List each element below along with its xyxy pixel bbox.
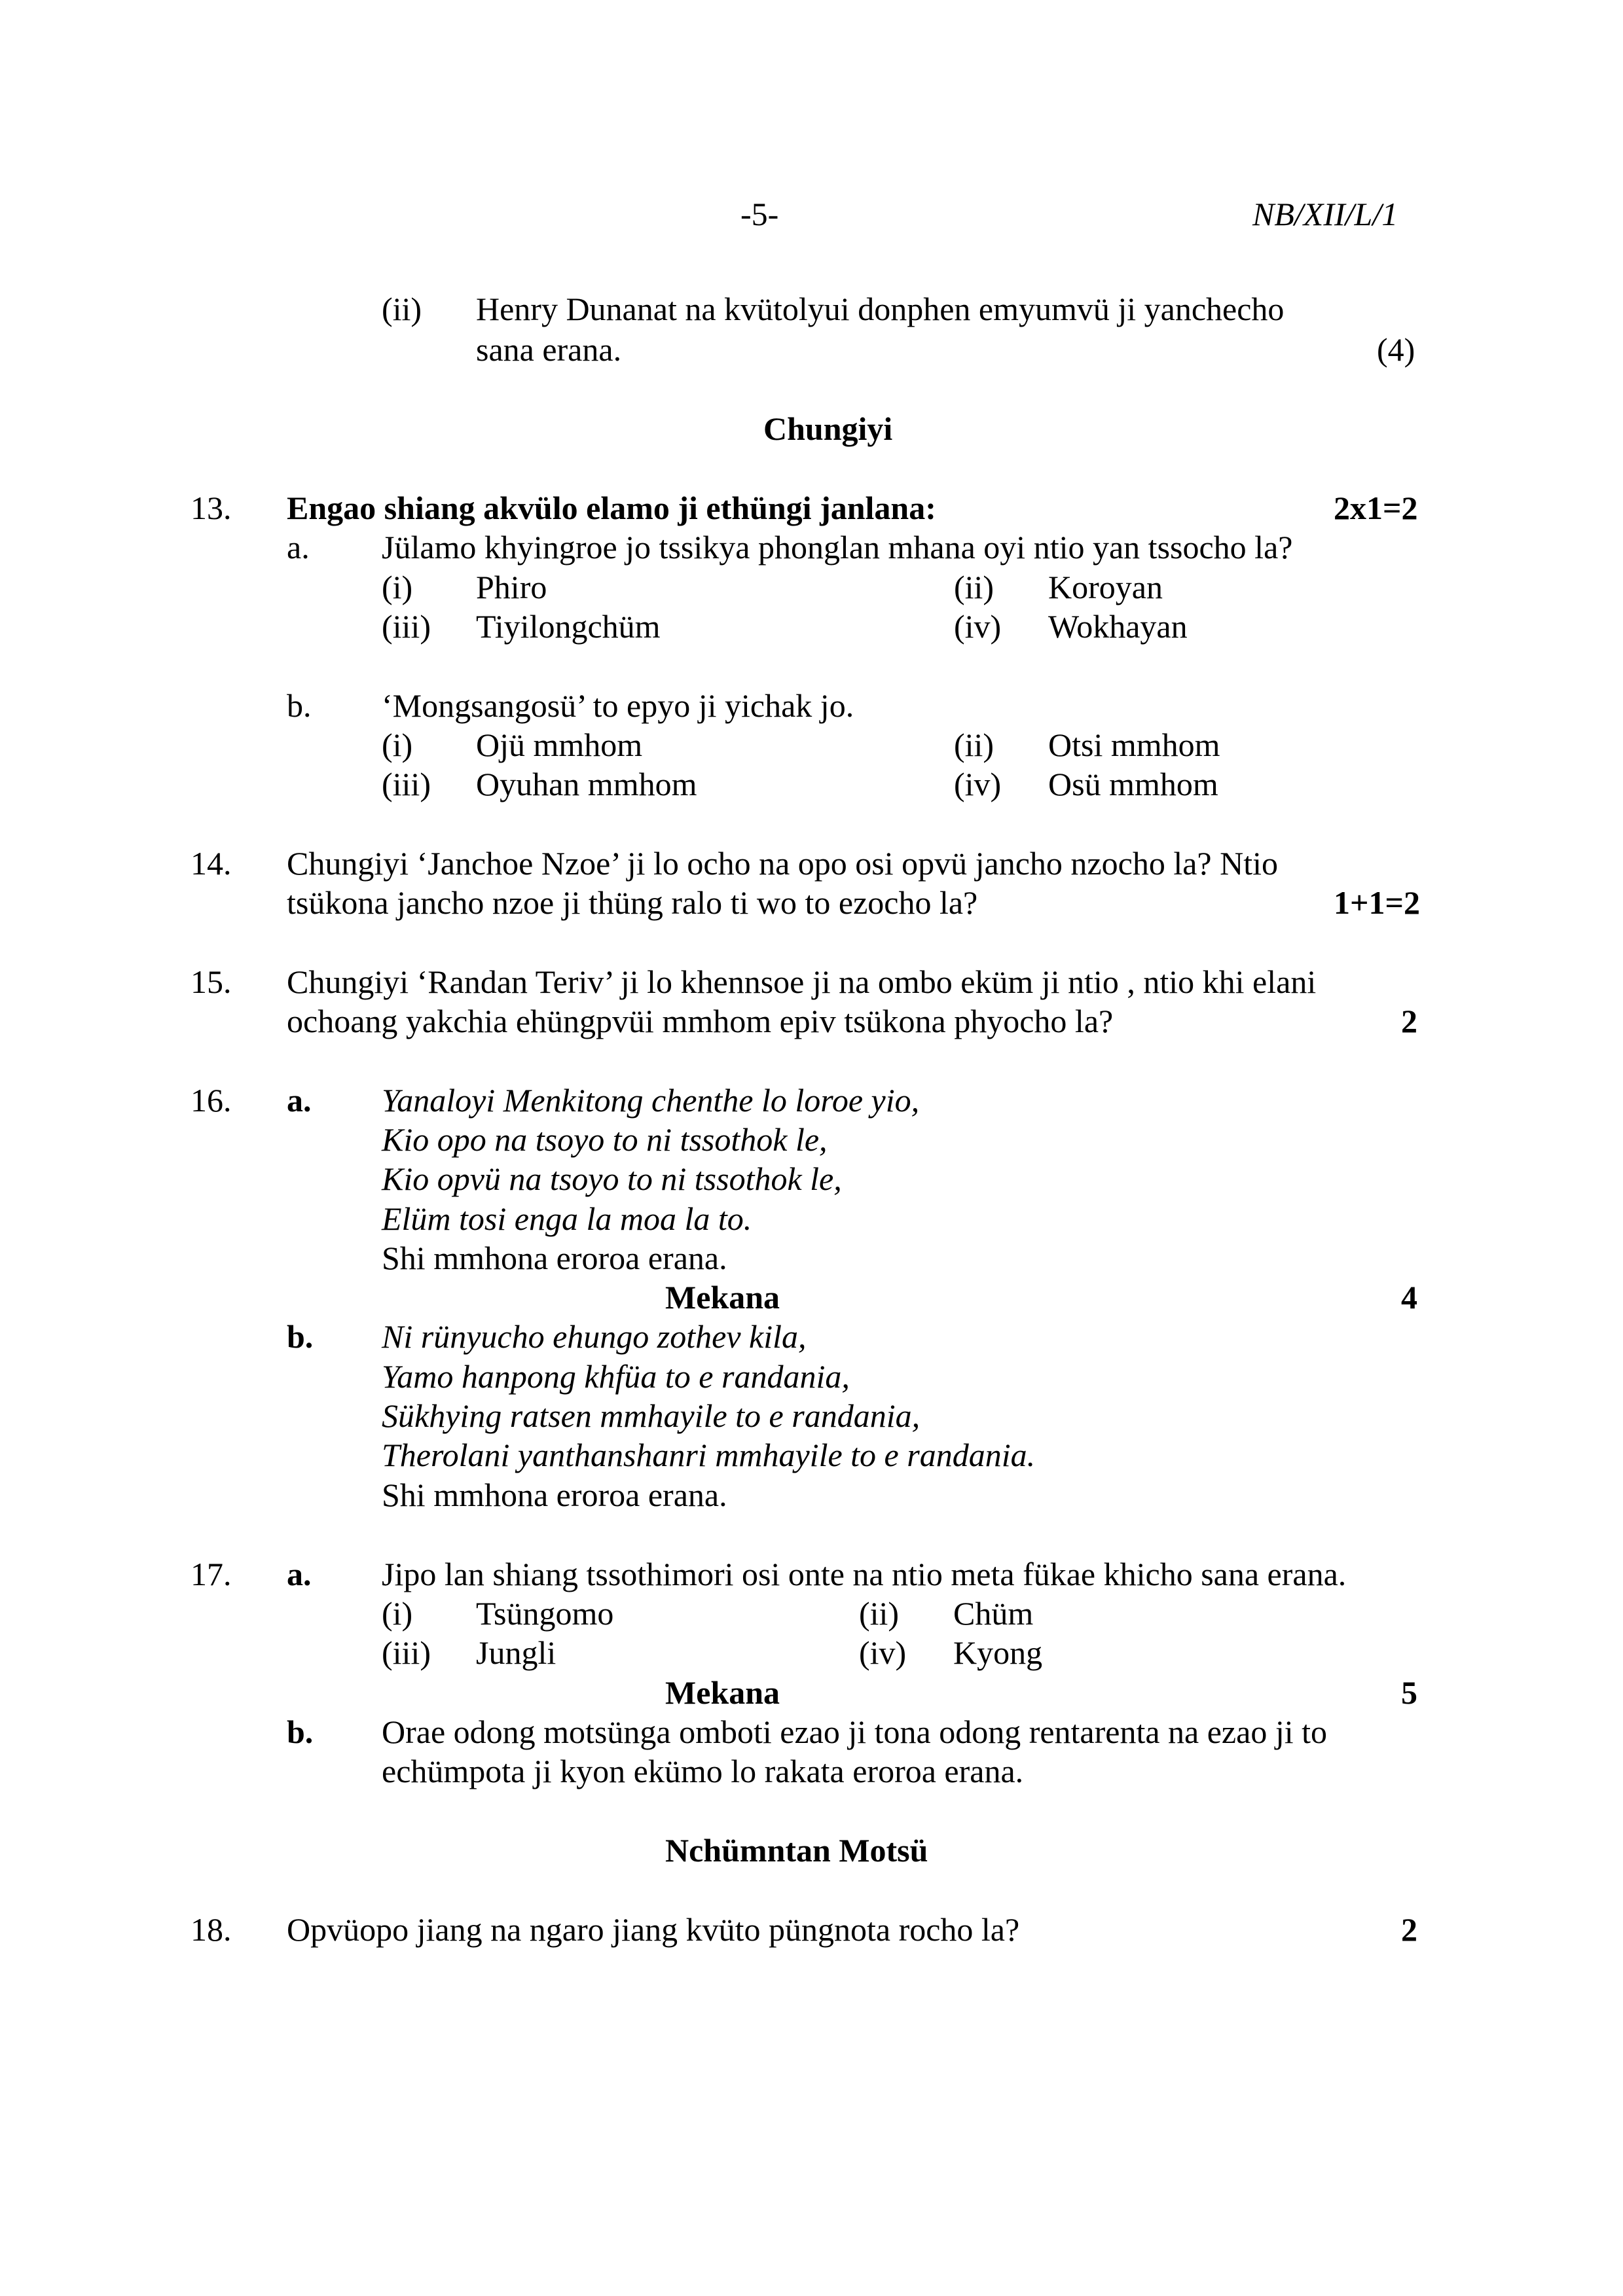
q16b-instruction: Shi mmhona eroroa erana. xyxy=(382,1477,727,1513)
q17b-label: b. xyxy=(287,1713,314,1750)
q17a-option-text-ii: Chüm xyxy=(953,1595,1034,1632)
q18-text: Opvüopo jiang na ngaro jiang kvüto püngnota rocho la? xyxy=(287,1911,1020,1948)
q13b-option-text-iv: Osü mmhom xyxy=(1048,766,1218,802)
prev-question-sub-label: (ii) xyxy=(382,291,422,327)
q13b-option-text-i: Ojü mmhom xyxy=(476,726,643,763)
q17-number: 17. xyxy=(191,1556,232,1592)
q17a-option-label-iii: (iii) xyxy=(382,1634,431,1671)
q13-number: 13. xyxy=(191,490,232,526)
q17a-option-label-i: (i) xyxy=(382,1595,413,1632)
q17a-option-text-iv: Kyong xyxy=(953,1634,1043,1671)
q17-or-label: Mekana xyxy=(665,1674,780,1711)
page-number: -5- xyxy=(740,196,779,232)
q16b-poem-line-3: Sükhying ratsen mmhayile to e randania, xyxy=(382,1397,921,1434)
q13b-option-label-i: (i) xyxy=(382,726,413,763)
section-title-nchumntan-motsu: Nchümntan Motsü xyxy=(665,1832,928,1869)
q13b-text: ‘Mongsangosü’ to epyo ji yichak jo. xyxy=(382,687,854,724)
q17a-text: Jipo lan shiang tssothimori osi onte na ntio meta fükae khicho sana erana. xyxy=(382,1556,1347,1592)
q16b-label: b. xyxy=(287,1318,314,1355)
q16b-poem-line-2: Yamo hanpong khfüa to e randania, xyxy=(382,1358,850,1395)
q16a-instruction: Shi mmhona eroroa erana. xyxy=(382,1240,727,1276)
q13a-option-text-ii: Koroyan xyxy=(1048,569,1163,605)
q13b-option-text-iii: Oyuhan mmhom xyxy=(476,766,697,802)
q16a-poem-line-1: Yanaloyi Menkitong chenthe lo loroe yio, xyxy=(382,1082,920,1119)
q15-marks: 2 xyxy=(1401,1003,1417,1039)
q17a-option-label-ii: (ii) xyxy=(859,1595,900,1632)
q15-line-2: ochoang yakchia ehüngpvüi mmhom epiv tsükona phyocho la? xyxy=(287,1003,1114,1039)
q16a-poem-line-2: Kio opo na tsoyo to ni tssothok le, xyxy=(382,1121,828,1158)
q16-marks: 4 xyxy=(1401,1279,1417,1316)
q17b-line-1: Orae odong motsünga omboti ezao ji tona odong rentarenta na ezao ji to xyxy=(382,1713,1327,1750)
prev-question-line-2: sana erana. xyxy=(476,331,622,368)
q13a-text: Jülamo khyingroe jo tssikya phonglan mhana oyi ntio yan tssocho la? xyxy=(382,529,1293,565)
q13b-option-text-ii: Otsi mmhom xyxy=(1048,726,1220,763)
q13a-option-text-iii: Tiyilongchüm xyxy=(476,608,661,645)
q17b-line-2: echümpota ji kyon ekümo lo rakata eroroa erana. xyxy=(382,1753,1024,1789)
q13a-option-label-i: (i) xyxy=(382,569,413,605)
section-title-chungiyi: Chungiyi xyxy=(763,410,893,447)
document-code: NB/XII/L/1 xyxy=(1252,196,1398,232)
q13a-option-text-i: Phiro xyxy=(476,569,547,605)
q17a-option-label-iv: (iv) xyxy=(859,1634,907,1671)
q14-line-2: tsükona jancho nzoe ji thüng ralo ti wo to ezocho la? xyxy=(287,884,978,921)
q16-number: 16. xyxy=(191,1082,232,1119)
q13b-option-label-ii: (ii) xyxy=(954,726,994,763)
q17a-label: a. xyxy=(287,1556,312,1592)
q16-or-label: Mekana xyxy=(665,1279,780,1316)
q14-line-1: Chungiyi ‘Janchoe Nzoe’ ji lo ocho na opo osi opvü jancho nzocho la? Ntio xyxy=(287,845,1278,882)
q13b-option-label-iii: (iii) xyxy=(382,766,431,802)
q13a-option-label-iii: (iii) xyxy=(382,608,431,645)
q16a-poem-line-4: Elüm tosi enga la moa la to. xyxy=(382,1200,752,1237)
q13-text: Engao shiang akvülo elamo ji ethüngi janlana: xyxy=(287,490,936,526)
q13a-option-text-iv: Wokhayan xyxy=(1048,608,1188,645)
q13-marks: 2x1=2 xyxy=(1334,490,1418,526)
q13b-label: b. xyxy=(287,687,312,724)
q17-marks: 5 xyxy=(1401,1674,1417,1711)
q18-marks: 2 xyxy=(1401,1911,1417,1948)
prev-question-line-1: Henry Dunanat na kvütolyui donphen emyumvü ji yanchecho xyxy=(476,291,1285,327)
q14-marks: 1+1=2 xyxy=(1334,884,1420,921)
q13a-label: a. xyxy=(287,529,310,565)
q13a-option-label-iv: (iv) xyxy=(954,608,1002,645)
q14-number: 14. xyxy=(191,845,232,882)
q13b-option-label-iv: (iv) xyxy=(954,766,1002,802)
q16a-poem-line-3: Kio opvü na tsoyo to ni tssothok le, xyxy=(382,1160,842,1197)
q17a-option-text-i: Tsüngomo xyxy=(476,1595,614,1632)
q16a-label: a. xyxy=(287,1082,312,1119)
q16b-poem-line-4: Therolani yanthanshanri mmhayile to e randania. xyxy=(382,1437,1036,1473)
q15-number: 15. xyxy=(191,963,232,1000)
q18-number: 18. xyxy=(191,1911,232,1948)
q17a-option-text-iii: Jungli xyxy=(476,1634,556,1671)
q13a-option-label-ii: (ii) xyxy=(954,569,994,605)
prev-question-marks: (4) xyxy=(1377,331,1415,368)
q16b-poem-line-1: Ni rünyucho ehungo zothev kila, xyxy=(382,1318,807,1355)
q15-line-1: Chungiyi ‘Randan Teriv’ ji lo khennsoe ji na ombo eküm ji ntio , ntio khi elani xyxy=(287,963,1317,1000)
